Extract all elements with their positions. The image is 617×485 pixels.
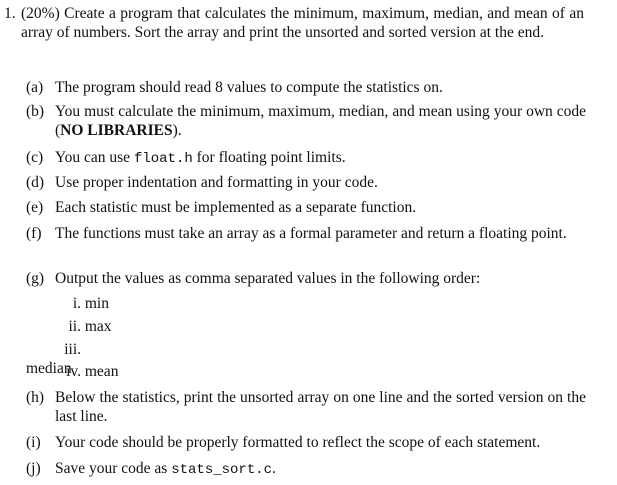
list-item-b <box>26 103 586 140</box>
sub-item-ii <box>26 318 126 337</box>
sub-item-text: min <box>84 295 109 312</box>
item-label: (h) <box>26 389 45 406</box>
list-item-j <box>26 460 586 480</box>
item-label: (e) <box>26 199 44 216</box>
list-item-h <box>26 389 586 426</box>
code-text: float.h <box>133 151 193 167</box>
sub-item-label: iii. <box>64 341 81 358</box>
item-label: (j) <box>26 460 41 477</box>
item-text-part: Save your code as <box>55 460 172 477</box>
emphasis-text: NO LIBRARIES <box>60 121 173 139</box>
question-text <box>21 5 584 42</box>
sub-item-i <box>26 295 126 314</box>
item-text: Output the values as comma separated values in the following order: <box>55 270 481 287</box>
sub-item-label: ii. <box>68 318 81 335</box>
item-text: Your code should be properly formatted to reflect the scope of each statement. <box>55 434 541 451</box>
item-text-part: You must calculate the minimum, maximum, median, and mean using your own code ( <box>55 103 586 139</box>
item-label: (d) <box>26 174 45 191</box>
item-label: (i) <box>26 434 41 451</box>
item-label: (b) <box>26 103 45 120</box>
item-text-part: You can use <box>55 149 134 166</box>
list-item-i <box>26 434 586 453</box>
item-text <box>55 460 586 480</box>
sub-item-label: iv. <box>66 363 81 380</box>
sub-item-text: mean <box>84 363 119 380</box>
list-item-d <box>26 174 586 193</box>
question-weight: (20%) <box>21 5 60 22</box>
item-label: (c) <box>26 149 44 166</box>
item-text: Below the statistics, print the unsorted array on one line and the sorted version on the last line. <box>55 389 586 425</box>
item-text: The program should read 8 values to compute the statistics on. <box>55 79 443 96</box>
question-number: 1. <box>4 5 16 22</box>
item-label: (a) <box>26 79 44 96</box>
item-text: Use proper indentation and formatting in your code. <box>55 174 378 191</box>
list-item-f <box>26 225 586 244</box>
code-text: stats_sort.c <box>171 462 273 478</box>
list-item-e <box>26 199 586 218</box>
question-1 <box>4 5 584 42</box>
item-label: (g) <box>26 270 45 287</box>
item-text <box>55 149 586 169</box>
list-item-c <box>26 149 586 169</box>
sub-item-text: max <box>84 318 112 335</box>
item-text: The functions must take an array as a formal parameter and return a floating point. <box>55 225 567 242</box>
sub-item-text: median <box>26 359 72 377</box>
item-text-part: ). <box>172 121 182 139</box>
item-label: (f) <box>26 225 42 242</box>
item-text <box>55 103 586 140</box>
item-text: Each statistic must be implemented as a separate function. <box>55 199 417 216</box>
item-text-part: for floating point limits. <box>192 149 346 166</box>
list-item-a <box>26 79 586 98</box>
sub-item-iv <box>26 363 126 382</box>
sub-item-label: i. <box>72 295 81 312</box>
item-text-part: . <box>272 460 276 477</box>
question-body: Create a program that calculates the minimum, maximum, median, and mean of an array of numbers. Sort the array and print the unsorted and sorted version at the end. <box>21 5 584 41</box>
list-item-g <box>26 270 586 289</box>
